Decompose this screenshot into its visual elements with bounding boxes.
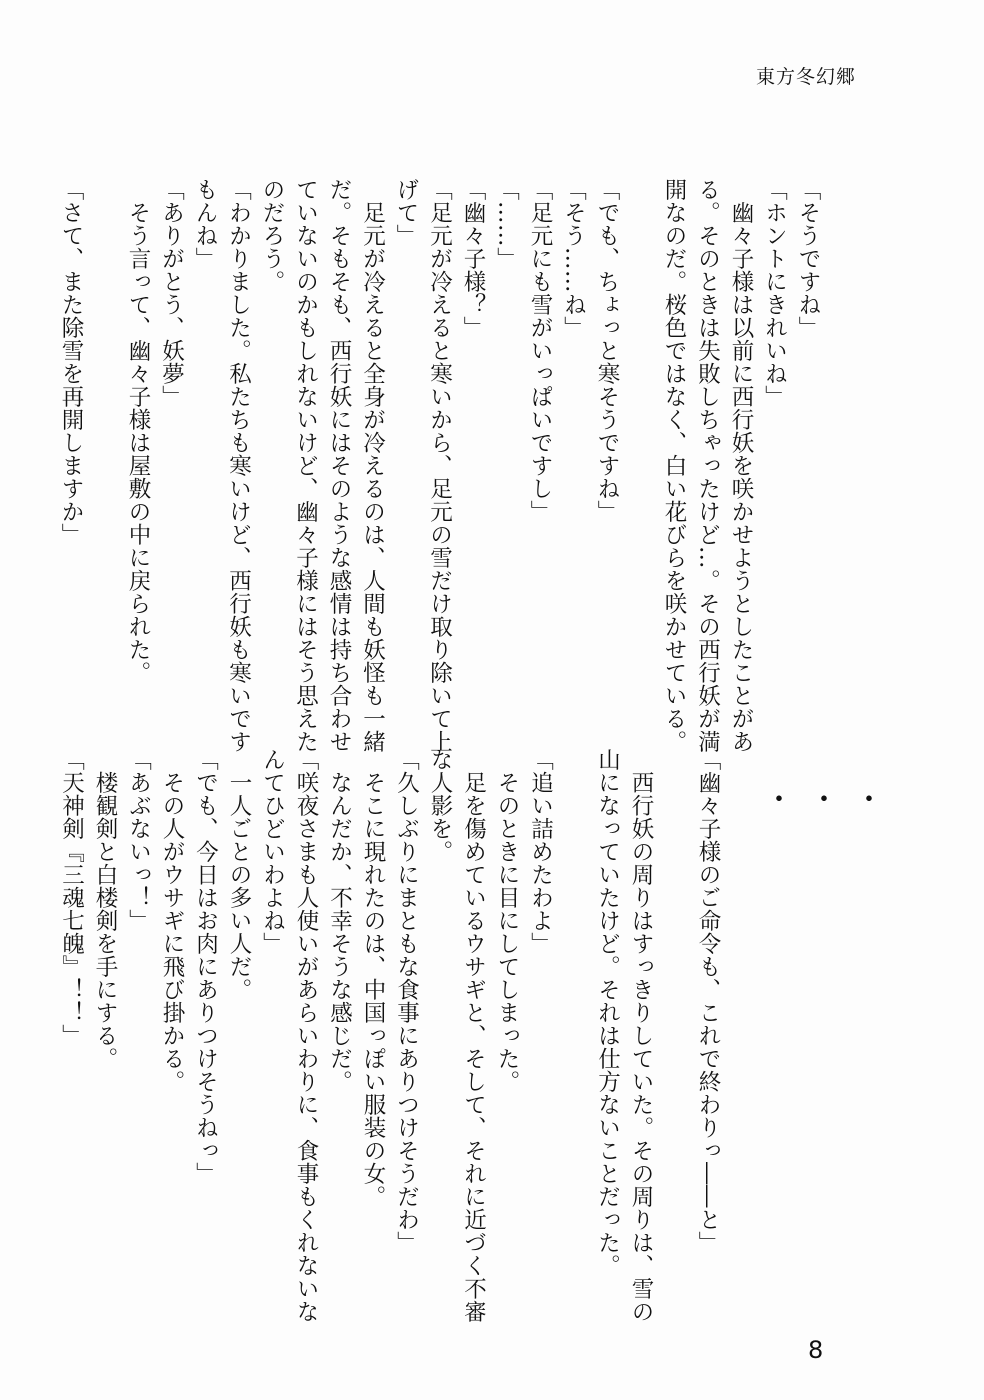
text-column: 「そうですね」 [795, 178, 821, 339]
text-column [623, 178, 657, 738]
lower-text-block [54, 748, 724, 1323]
text-column: 「追い詰めたわよ」 [527, 748, 554, 955]
running-header: 東方冬幻郷 [755, 66, 856, 88]
text-column: そこに現れたのは、中国っぽい服装の女。 [360, 748, 386, 1208]
text-column: 山になっていたけど。それは仕方ないことだった。 [594, 748, 621, 1277]
text-column: 「足元が冷えると寒いから、足元の雪だけ取り除いて上 [426, 178, 453, 753]
text-column: 楼観剣と白楼剣を手にする。 [92, 748, 118, 1070]
text-column: な人影を。 [427, 748, 453, 863]
text-column: 「久しぶりにまともな食事にありつけそうだわ」 [393, 748, 420, 1254]
text-column: 幽々子様は以前に西行妖を咲かせようとしたことがあ [728, 178, 754, 753]
text-column: 開なのだ。桜色ではなく、白い花びらを咲かせている。 [661, 178, 687, 753]
text-column: 西行妖の周りはすっきりしていた。その周りは、雪の [628, 748, 654, 1323]
text-column: 「ホントにきれいね」 [761, 178, 788, 408]
text-column: なんだか、不幸そうな感じだ。 [326, 748, 353, 1093]
text-column: 「そう……ね」 [560, 178, 587, 339]
text-column: 「わかりました。私たちも寒いけど、西行妖も寒いです [225, 178, 252, 753]
text-column: もんね」 [192, 178, 218, 270]
text-column: 足を傷めているウサギと、そして、それに近づく不審 [460, 748, 487, 1323]
text-column: 「幽々子様？」 [460, 178, 486, 339]
text-column: のだろう。 [259, 178, 285, 293]
text-column: 「足元にも雪がいっぱいですし」 [527, 178, 553, 523]
text-column: る。そのときは失敗しちゃったけど…。その西行妖が満 [694, 178, 721, 753]
text-column [657, 748, 691, 1308]
text-column: げて」 [393, 178, 419, 247]
text-column: だ。そもそも、西行妖にはそのような感情は持ち合わせ [326, 178, 352, 753]
text-column: 「……」 [493, 178, 520, 270]
text-column: 「でも、今日はお肉にありつけそうねっ」 [192, 748, 219, 1185]
text-column: そう言って、幽々子様は屋敷の中に戻られた。 [125, 178, 151, 684]
scene-separator: ・・・ [764, 783, 899, 818]
text-column: 「さて、また除雪を再開しますか」 [58, 178, 84, 546]
text-column: 「でも、ちょっと寒そうですね」 [594, 178, 620, 523]
text-column: その人がウサギに飛び掛かる。 [159, 748, 185, 1093]
text-column: 「あぶないっ！」 [125, 748, 152, 932]
text-column: 一人ごとの多い人だ。 [226, 748, 252, 1001]
text-column: ていないのかもしれないけど、幽々子様にはそう思えた [292, 178, 319, 753]
page-number: 8 [808, 1336, 824, 1364]
text-column [557, 748, 591, 1308]
text-column: 「天神剣『三魂七魄』！！」 [58, 748, 85, 1047]
text-column: 足元が冷えると全身が冷えるのは、人間も妖怪も一緒 [359, 178, 386, 753]
upper-text-block [54, 178, 825, 753]
text-column: んてひどいわよね」 [259, 748, 286, 955]
text-column [87, 178, 121, 738]
text-column: 「咲夜さまも人使いがあらいわりに、食事もくれないな [293, 748, 319, 1323]
text-column: そのときに目にしてしまった。 [494, 748, 520, 1093]
text-column: 「ありがとう、妖夢」 [158, 178, 185, 408]
text-column: 「幽々子様のご命令も、これで終わりっ――と」 [695, 748, 721, 1254]
